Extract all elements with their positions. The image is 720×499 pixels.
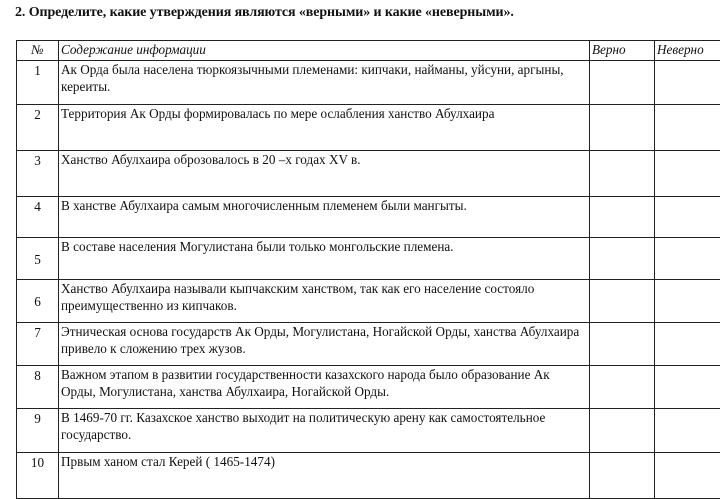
statements-table	[16, 40, 720, 499]
table-row	[17, 238, 720, 280]
row-num: 3	[17, 151, 59, 197]
answer-false-cell[interactable]	[655, 366, 720, 409]
row-statement: Важном этапом в развитии государственности казахского народа было образование Ак Орды, Могулистана, ханства Абулхаира, Ногайской Орды.	[59, 366, 590, 409]
row-num: 4	[17, 197, 59, 238]
table-row	[17, 197, 720, 238]
table-row	[17, 453, 720, 499]
answer-true-cell[interactable]	[590, 105, 655, 151]
header-num: №	[17, 41, 59, 61]
row-num: 5	[17, 238, 59, 280]
answer-false-cell[interactable]	[655, 238, 720, 280]
answer-false-cell[interactable]	[655, 409, 720, 453]
answer-false-cell[interactable]	[655, 105, 720, 151]
answer-false-cell[interactable]	[655, 151, 720, 197]
row-statement: Этническая основа государств Ак Орды, Могулистана, Ногайской Орды, ханства Абулхаира привело к сложению трех жузов.	[59, 323, 590, 366]
task-heading: 2. Определите, какие утверждения являются «верными» и какие «неверными».	[15, 5, 514, 21]
header-content: Содержание информации	[59, 41, 590, 61]
row-num: 10	[17, 453, 59, 499]
row-num: 6	[17, 280, 59, 323]
table-row	[17, 151, 720, 197]
answer-false-cell[interactable]	[655, 197, 720, 238]
row-statement: В 1469-70 гг. Казахское ханство выходит на политическую арену как самостоятельное государство.	[59, 409, 590, 453]
answer-false-cell[interactable]	[655, 280, 720, 323]
table-header-row	[17, 41, 720, 61]
row-statement: Ак Орда была населена тюркоязычными племенами: кипчаки, найманы, уйсуни, аргыны, кереиты.	[59, 61, 590, 105]
row-num: 2	[17, 105, 59, 151]
answer-true-cell[interactable]	[590, 409, 655, 453]
row-num: 8	[17, 366, 59, 409]
table-row	[17, 280, 720, 323]
row-statement: Ханство Абулхаира называли кыпчакским ханством, так как его население состояло преимущественно из кипчаков.	[59, 280, 590, 323]
answer-false-cell[interactable]	[655, 323, 720, 366]
answer-true-cell[interactable]	[590, 453, 655, 499]
table-row	[17, 409, 720, 453]
row-statement: Првым ханом стал Керей ( 1465-1474)	[59, 453, 590, 499]
table-row	[17, 323, 720, 366]
answer-true-cell[interactable]	[590, 280, 655, 323]
answer-false-cell[interactable]	[655, 453, 720, 499]
header-true: Верно	[590, 41, 655, 61]
answer-true-cell[interactable]	[590, 238, 655, 280]
answer-false-cell[interactable]	[655, 61, 720, 105]
row-num: 9	[17, 409, 59, 453]
answer-true-cell[interactable]	[590, 151, 655, 197]
table-row	[17, 61, 720, 105]
answer-true-cell[interactable]	[590, 61, 655, 105]
table-row	[17, 366, 720, 409]
row-statement: В ханстве Абулхаира самым многочисленным племенем были мангыты.	[59, 197, 590, 238]
answer-true-cell[interactable]	[590, 197, 655, 238]
row-num: 1	[17, 61, 59, 105]
answer-true-cell[interactable]	[590, 323, 655, 366]
row-statement: Территория Ак Орды формировалась по мере ослабления ханство Абулхаира	[59, 105, 590, 151]
row-statement: В составе населения Могулистана были только монгольские племена.	[59, 238, 590, 280]
header-false: Неверно	[655, 41, 720, 61]
table-row	[17, 105, 720, 151]
row-num: 7	[17, 323, 59, 366]
row-statement: Ханство Абулхаира оброзовалось в 20 –х годах XV в.	[59, 151, 590, 197]
answer-true-cell[interactable]	[590, 366, 655, 409]
